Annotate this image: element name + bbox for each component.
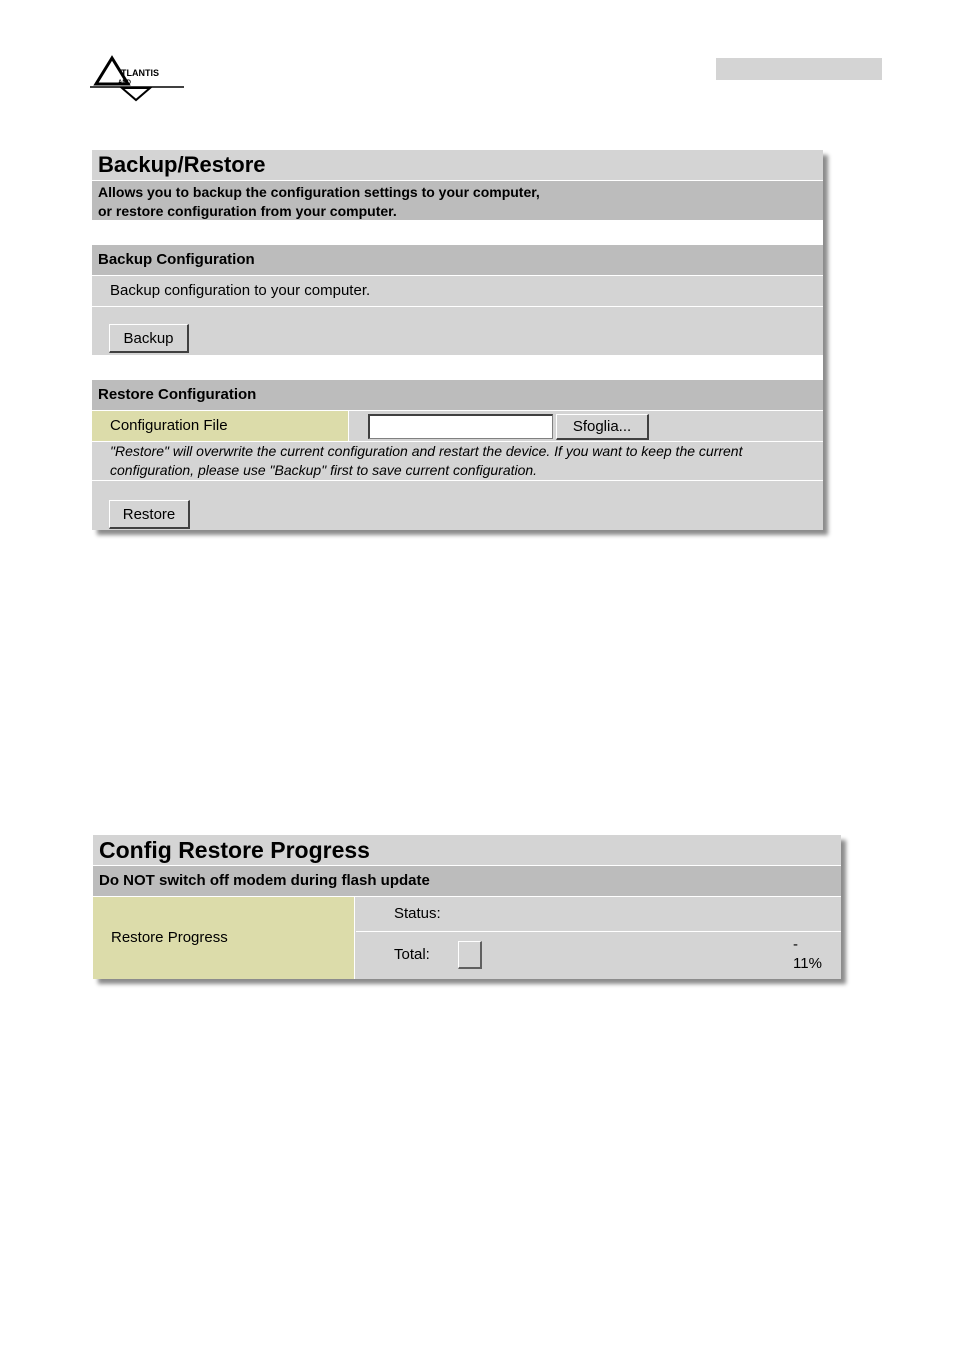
backup-section-heading: Backup Configuration xyxy=(92,245,823,276)
description-line-2: or restore configuration from your computer. xyxy=(98,203,397,219)
header-bar xyxy=(716,58,882,80)
backup-button[interactable]: Backup xyxy=(109,324,189,353)
restore-warning-note xyxy=(92,442,823,481)
restore-section-heading: Restore Configuration xyxy=(92,380,823,411)
progress-bar xyxy=(458,941,482,969)
restore-progress-label: Restore Progress xyxy=(93,897,355,979)
restore-progress-row xyxy=(93,897,841,979)
browse-button[interactable]: Sfoglia... xyxy=(556,414,649,440)
restore-progress-panel xyxy=(93,835,841,979)
progress-percent: 11% xyxy=(793,955,822,972)
backup-restore-panel xyxy=(92,150,823,530)
flash-warning: Do NOT switch off modem during flash update xyxy=(93,866,841,897)
total-row xyxy=(356,932,841,979)
spacer xyxy=(92,220,823,245)
restore-button[interactable]: Restore xyxy=(109,500,190,529)
backup-button-row xyxy=(92,307,823,355)
configuration-file-row xyxy=(92,411,823,442)
status-row xyxy=(356,897,841,932)
restore-button-row xyxy=(92,481,823,530)
page-title: Backup/Restore xyxy=(92,150,823,181)
progress-dash: - xyxy=(793,936,798,953)
atlantis-logo xyxy=(88,54,188,102)
page-description xyxy=(92,181,823,220)
configuration-file-input[interactable] xyxy=(368,414,553,439)
svg-text:AND: AND xyxy=(118,80,131,86)
total-label: Total: xyxy=(394,946,430,963)
configuration-file-label: Configuration File xyxy=(92,411,349,441)
spacer xyxy=(92,355,823,380)
restore-note-line-1: "Restore" will overwrite the current configuration and restart the device. If you want to keep the current xyxy=(110,443,743,459)
svg-text:TLANTIS: TLANTIS xyxy=(121,68,159,78)
restore-note-line-2: configuration, please use "Backup" first to save current configuration. xyxy=(110,462,538,478)
backup-description: Backup configuration to your computer. xyxy=(92,276,823,307)
status-label: Status: xyxy=(394,905,441,922)
description-line-1: Allows you to backup the configuration settings to your computer, xyxy=(98,184,540,200)
progress-title: Config Restore Progress xyxy=(93,835,841,866)
